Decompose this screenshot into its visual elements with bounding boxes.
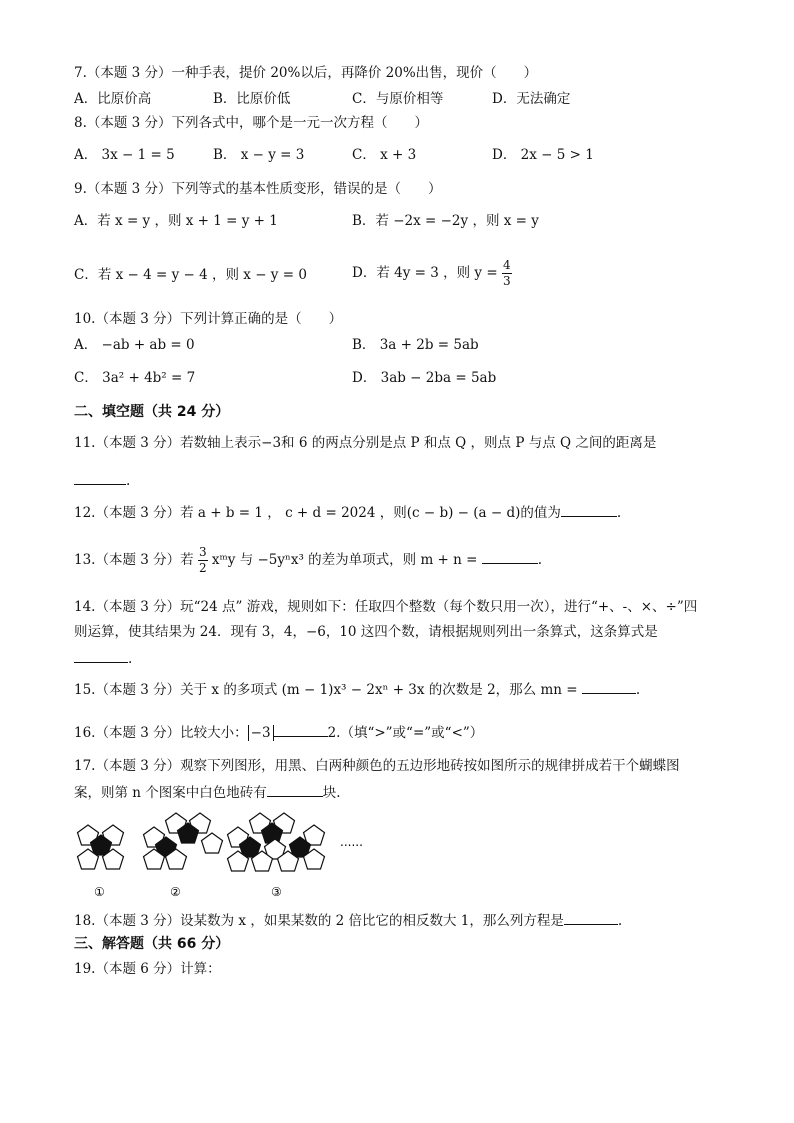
period: . <box>126 473 131 489</box>
q13-text-pre: 13.（本题 3 分）若 <box>74 552 194 568</box>
q13-text-post: xᵐy 与 −5yⁿx³ 的差为单项式，则 m + n = <box>211 552 478 568</box>
q17-text-pre: 案，则第 n 个图案中白色地砖有 <box>74 785 267 801</box>
fraction-numerator: 4 <box>502 258 511 272</box>
fraction-denominator: 3 <box>502 274 511 288</box>
answer-blank[interactable] <box>482 549 538 564</box>
fraction-numerator: 3 <box>198 545 207 559</box>
answer-blank[interactable] <box>267 782 323 797</box>
q15-line <box>74 679 640 699</box>
answer-blank[interactable] <box>582 679 636 694</box>
q18-line <box>74 910 622 930</box>
q17-line1: 17.（本题 3 分）观察下列图形，用黑、白两种颜色的五边形地砖按如图所示的规律拼成若干个蝴蝶图 <box>74 758 680 774</box>
absolute-value: −3 <box>248 725 274 741</box>
q8-stem: 8.（本题 3 分）下列各式中，哪个是一元一次方程（ ） <box>74 115 429 131</box>
q9-option-a: A．若 x = y ，则 x + 1 = y + 1 <box>74 213 278 229</box>
q8-option-d: D． 2x − 5 > 1 <box>492 147 594 163</box>
period: . <box>537 552 543 568</box>
q14-line3 <box>74 648 132 668</box>
q11-line2 <box>74 470 130 490</box>
q10-option-c: C． 3a² + 4b² = 7 <box>74 370 196 386</box>
q7-option-a: A．比原价高 <box>74 91 152 107</box>
q10-option-a: A． −ab + ab = 0 <box>74 337 195 353</box>
q9-option-d-fraction <box>502 258 512 289</box>
period: . <box>128 651 133 667</box>
period: . <box>616 505 622 521</box>
q17-line2 <box>74 782 341 802</box>
q9-option-d <box>352 258 512 289</box>
q19-stem: 19.（本题 6 分）计算： <box>74 961 221 977</box>
q13-fraction <box>198 545 208 576</box>
pattern-2 <box>144 813 223 869</box>
q13-line <box>74 545 542 576</box>
period: . <box>617 913 623 929</box>
q9-stem: 9.（本题 3 分）下列等式的基本性质变形，错误的是（ ） <box>74 181 442 197</box>
q7-option-c: C．与原价相等 <box>352 91 444 107</box>
q12-line <box>74 502 621 522</box>
answer-blank[interactable] <box>274 722 328 737</box>
pattern-1 <box>78 825 124 869</box>
q9-option-d-text: D．若 4y = 3 ，则 y = <box>352 265 498 281</box>
fraction-denominator: 2 <box>198 561 207 575</box>
period: . <box>635 682 641 698</box>
q14-line2: 则运算，使其结果为 24．现有 3，4，−6，10 这四个数，请根据规则列出一条算式，这条算式是 <box>74 624 658 640</box>
pattern-label-3: ③ <box>271 885 282 899</box>
q10-option-b: B． 3a + 2b = 5ab <box>352 337 479 353</box>
answer-blank[interactable] <box>561 502 617 517</box>
q8-option-c: C． x + 3 <box>352 147 417 163</box>
q10-stem: 10.（本题 3 分）下列计算正确的是（ ） <box>74 311 343 327</box>
butterfly-tile-figure <box>68 808 378 900</box>
pattern-3 <box>228 813 325 871</box>
q10-option-d: D． 3ab − 2ba = 5ab <box>352 370 497 386</box>
section-heading-fill-in: 二、填空题（共 24 分） <box>74 404 230 420</box>
answer-blank[interactable] <box>74 470 126 485</box>
answer-blank[interactable] <box>74 648 128 663</box>
q16-text-post: 2.（填“>”或“=”或“<”） <box>327 725 484 741</box>
q14-line1: 14.（本题 3 分）玩“24 点” 游戏，规则如下：任取四个整数（每个数只用一次），进行“+、-、×、÷”四 <box>74 599 698 615</box>
ellipsis: ...... <box>340 835 363 849</box>
q15-text: 15.（本题 3 分）关于 x 的多项式 (m − 1)x³ − 2xⁿ + 3x 的次数是 2，那么 mn = <box>74 682 578 698</box>
q18-text: 18.（本题 3 分）设某数为 x ，如果某数的 2 倍比它的相反数大 1，那么列方程是 <box>74 913 564 929</box>
q17-text-post: 块. <box>322 785 341 801</box>
q11-line1: 11.（本题 3 分）若数轴上表示−3和 6 的两点分别是点 P 和点 Q ，则点 P 与点 Q 之间的距离是 <box>74 435 657 451</box>
q16-text-pre: 16.（本题 3 分）比较大小： <box>74 725 248 741</box>
q8-option-b: B． x − y = 3 <box>213 147 305 163</box>
section-heading-solve: 三、解答题（共 66 分） <box>74 936 230 952</box>
answer-blank[interactable] <box>564 910 618 925</box>
q7-option-b: B．比原价低 <box>213 91 291 107</box>
q8-option-a: A． 3x − 1 = 5 <box>74 147 175 163</box>
pattern-label-1: ① <box>94 885 105 899</box>
q12-text: 12.（本题 3 分）若 a + b = 1 ， c + d = 2024 ，则(c − b) − (a − d)的值为 <box>74 505 561 521</box>
q9-option-b: B．若 −2x = −2y ，则 x = y <box>352 213 539 229</box>
q7-stem: 7.（本题 3 分）一种手表，提价 20%以后，再降价 20%出售，现价（ ） <box>74 65 538 81</box>
q16-line <box>74 722 483 742</box>
q7-option-d: D．无法确定 <box>492 91 571 107</box>
q9-option-c: C．若 x − 4 = y − 4 ，则 x − y = 0 <box>74 267 307 283</box>
pattern-label-2: ② <box>170 885 181 899</box>
